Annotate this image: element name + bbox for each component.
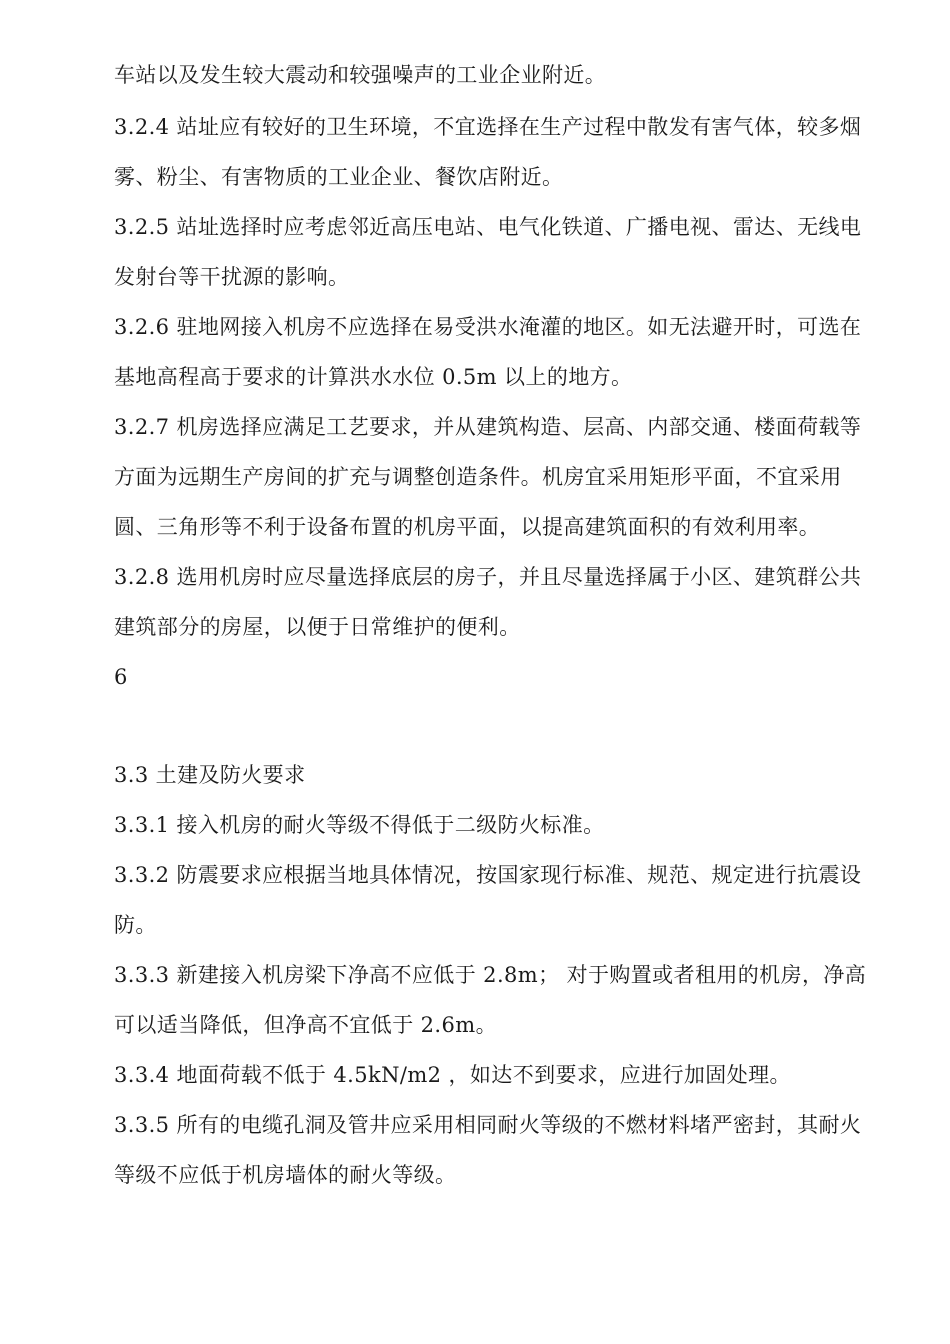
paragraph-line: 等级不应低于机房墙体的耐火等级。 xyxy=(114,1163,457,1187)
section-heading: 3.3 土建及防火要求 xyxy=(114,763,306,787)
paragraph-line: 基地高程高于要求的计算洪水水位 0.5m 以上的地方。 xyxy=(114,365,633,389)
paragraph-line: 车站以及发生较大震动和较强噪声的工业企业附近。 xyxy=(114,63,607,87)
paragraph-line: 雾、粉尘、有害物质的工业企业、餐饮店附近。 xyxy=(114,165,564,189)
paragraph-line: 方面为远期生产房间的扩充与调整创造条件。机房宜采用矩形平面，不宜采用 xyxy=(114,465,842,489)
paragraph-line: 3.3.1 接入机房的耐火等级不得低于二级防火标准。 xyxy=(114,813,605,837)
paragraph-line: 3.2.7 机房选择应满足工艺要求，并从建筑构造、层高、内部交通、楼面荷载等 xyxy=(114,415,862,439)
paragraph-line: 3.3.4 地面荷载不低于 4.5kN/m2 ，如达不到要求，应进行加固处理。 xyxy=(114,1063,791,1087)
paragraph-line: 可以适当降低，但净高不宜低于 2.6m。 xyxy=(114,1013,497,1037)
paragraph-line: 发射台等干扰源的影响。 xyxy=(114,265,350,289)
page-number: 6 xyxy=(114,665,128,689)
paragraph-line: 3.2.4 站址应有较好的卫生环境，不宜选择在生产过程中散发有害气体，较多烟 xyxy=(114,115,862,139)
paragraph-line: 3.3.3 新建接入机房梁下净高不应低于 2.8m； 对于购置或者租用的机房，净高 xyxy=(114,963,867,987)
paragraph-line: 3.2.5 站址选择时应考虑邻近高压电站、电气化铁道、广播电视、雷达、无线电 xyxy=(114,215,862,239)
paragraph-line: 圆、三角形等不利于设备布置的机房平面，以提高建筑面积的有效利用率。 xyxy=(114,515,821,539)
paragraph-line: 3.2.8 选用机房时应尽量选择底层的房子，并且尽量选择属于小区、建筑群公共 xyxy=(114,565,862,589)
paragraph-line: 防。 xyxy=(114,913,157,937)
paragraph-line: 建筑部分的房屋，以便于日常维护的便利。 xyxy=(114,615,521,639)
paragraph-line: 3.3.5 所有的电缆孔洞及管井应采用相同耐火等级的不燃材料堵严密封，其耐火 xyxy=(114,1113,862,1137)
paragraph-line: 3.2.6 驻地网接入机房不应选择在易受洪水淹灌的地区。如无法避开时，可选在 xyxy=(114,315,862,339)
paragraph-line: 3.3.2 防震要求应根据当地具体情况，按国家现行标准、规范、规定进行抗震设 xyxy=(114,863,862,887)
